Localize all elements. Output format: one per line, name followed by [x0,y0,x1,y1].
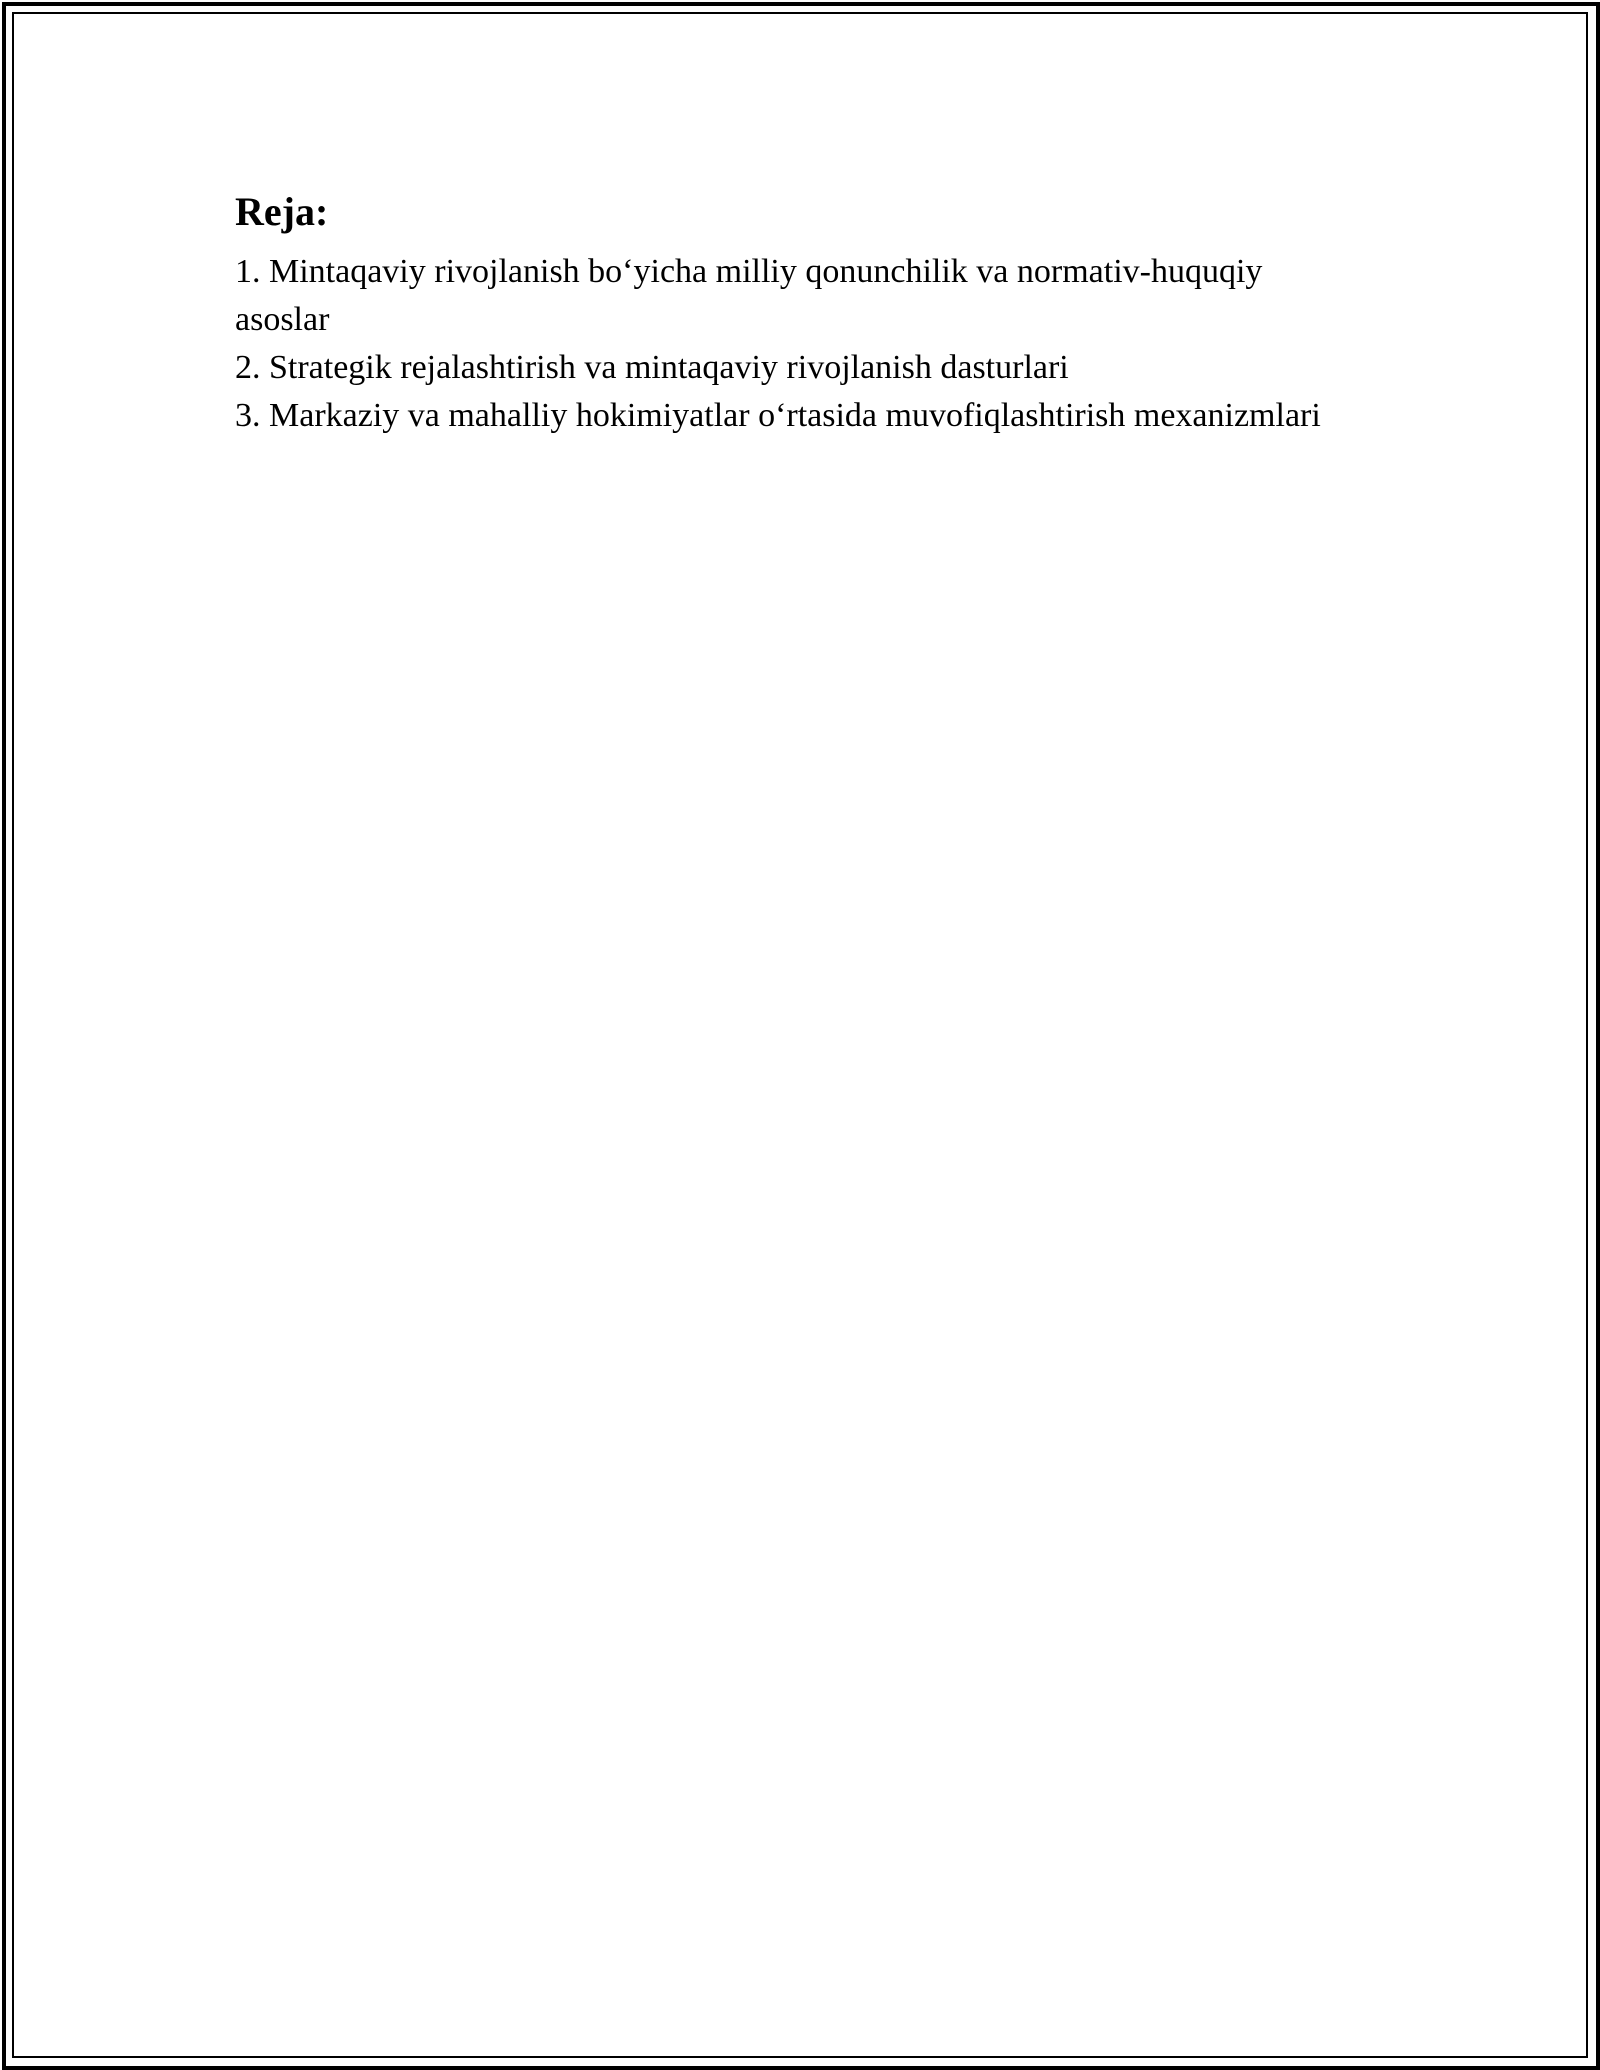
plan-item-1: 1. Mintaqaviy rivojlanish bo‘yicha milliy qonunchilik va normativ-huquqiy asoslar [235,253,1263,338]
plan-item-3: 3. Markaziy va mahalliy hokimiyatlar o‘rtasida muvofiqlashtirish mexanizmlari [235,397,1321,434]
plan-item-2: 2. Strategik rejalashtirish va mintaqaviy rivojlanish dasturlari [235,349,1069,386]
plan-heading: Reja: [235,189,329,234]
plan-list [235,248,1365,440]
document-body [235,184,1365,440]
